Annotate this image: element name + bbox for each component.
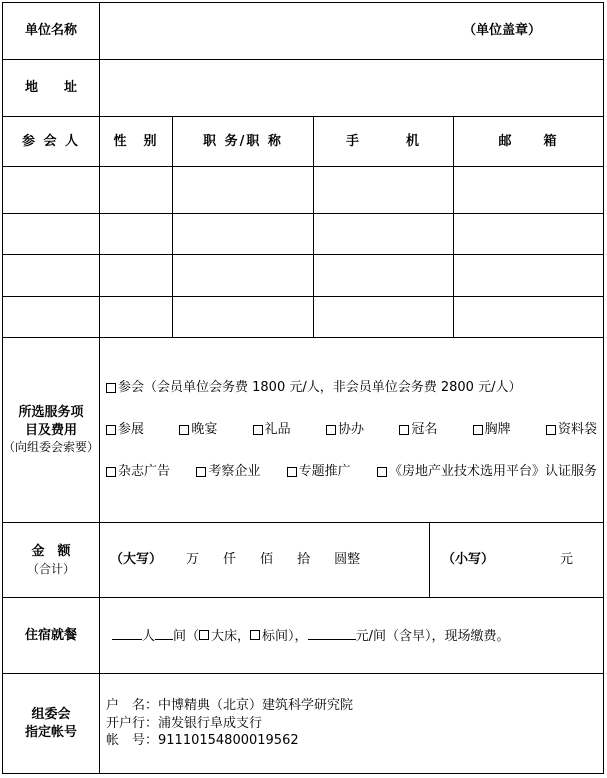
account-bank: 开户行：浦发银行阜成支行 [106, 715, 263, 731]
email-cell[interactable] [454, 297, 604, 338]
checkbox-icon[interactable] [326, 425, 336, 435]
phone-header: 手 机 [314, 117, 454, 167]
option-label: 冠名 [411, 422, 438, 438]
checkbox-icon[interactable] [106, 425, 116, 435]
gender-cell[interactable] [100, 167, 173, 214]
account-label-line2: 指定帐号 [24, 724, 77, 740]
option-label: 考察企业 [208, 464, 261, 480]
service-option-magazine-ad[interactable] [106, 463, 170, 481]
amount-label-sub: （合计） [26, 561, 75, 576]
attendee-cell[interactable] [3, 167, 100, 214]
gender-cell[interactable] [100, 255, 173, 297]
standard-room-checkbox-icon[interactable] [250, 630, 260, 640]
service-option-certification[interactable] [377, 463, 597, 481]
checkbox-icon[interactable] [196, 467, 206, 477]
lodging-label: 住宿就餐 [3, 598, 100, 674]
phone-cell[interactable] [314, 297, 454, 338]
email-cell[interactable] [454, 167, 604, 214]
option-label: 参展 [118, 422, 145, 438]
service-options-row2 [106, 451, 597, 493]
service-option-site-visit[interactable] [196, 463, 260, 481]
option-label: 礼品 [264, 422, 291, 438]
lodging-field [100, 598, 604, 674]
attendee-cell[interactable] [3, 297, 100, 338]
attendee-cell[interactable] [3, 255, 100, 297]
position-cell[interactable] [173, 255, 314, 297]
account-label-line1: 组委会 [31, 706, 71, 722]
option-label: 资料袋 [557, 422, 597, 438]
address-row [3, 60, 604, 117]
position-cell[interactable] [173, 167, 314, 214]
amount-label-text: 金 额 [31, 544, 71, 560]
amount-lower-label: （小写） [442, 552, 495, 568]
option-label: 《房地产业技术选用平台》认证服务 [388, 464, 597, 480]
attendee-row [3, 167, 604, 214]
services-label-line2: 目及费用 [24, 422, 77, 438]
attendee-row [3, 214, 604, 255]
services-label [3, 338, 100, 523]
checkbox-icon[interactable] [253, 425, 263, 435]
amount-label [3, 523, 100, 598]
service-option-banquet[interactable] [179, 421, 217, 439]
account-details [100, 674, 604, 774]
persons-blank[interactable] [112, 625, 142, 640]
position-cell[interactable] [173, 214, 314, 255]
services-label-note: （向组委会索要） [3, 440, 100, 455]
gender-cell[interactable] [100, 214, 173, 255]
checkbox-icon[interactable] [473, 425, 483, 435]
option-label: 协办 [337, 422, 364, 438]
address-label: 地 址 [3, 60, 100, 117]
persons-unit: 人 [142, 629, 156, 645]
service-options-row1 [106, 409, 597, 451]
checkbox-icon[interactable] [179, 425, 189, 435]
option-label: 专题推广 [298, 464, 351, 480]
account-row [3, 674, 604, 774]
checkbox-icon[interactable] [377, 467, 387, 477]
services-options [100, 338, 604, 523]
price-blank[interactable] [308, 625, 356, 640]
big-bed-label: 大床， [211, 629, 251, 645]
service-option-exhibit[interactable] [106, 421, 144, 439]
amount-row [3, 523, 604, 598]
attendee-cell[interactable] [3, 214, 100, 255]
checkbox-icon[interactable] [287, 467, 297, 477]
price-unit: 元/间（含早），现场缴费。 [355, 629, 510, 645]
position-cell[interactable] [173, 297, 314, 338]
fee-option-row [106, 367, 597, 409]
unit-shi: 拾 [297, 552, 311, 568]
unit-seal-note: （单位盖章） [462, 23, 541, 39]
unit-name-label: 单位名称 [3, 3, 100, 60]
email-cell[interactable] [454, 214, 604, 255]
service-option-gift[interactable] [253, 421, 291, 439]
fee-option[interactable] [106, 379, 521, 397]
amount-yuan: 元 [559, 552, 573, 568]
service-option-co-organize[interactable] [326, 421, 364, 439]
attendee-header: 参 会 人 [3, 117, 100, 167]
email-header: 邮 箱 [454, 117, 604, 167]
unit-yuan-zheng: 圆整 [334, 552, 361, 568]
unit-name-field[interactable] [100, 3, 604, 60]
email-cell[interactable] [454, 255, 604, 297]
checkbox-icon[interactable] [546, 425, 556, 435]
option-label: 晚宴 [191, 422, 218, 438]
attendee-header-row [3, 117, 604, 167]
unit-wan: 万 [186, 552, 200, 568]
position-header: 职 务/职 称 [173, 117, 314, 167]
services-row [3, 338, 604, 523]
checkbox-icon[interactable] [106, 467, 116, 477]
big-bed-checkbox-icon[interactable] [199, 630, 209, 640]
option-label: 胸牌 [484, 422, 511, 438]
phone-cell[interactable] [314, 214, 454, 255]
service-option-material-bag[interactable] [546, 421, 597, 439]
attendee-row [3, 297, 604, 338]
standard-room-label: 标间）， [262, 629, 308, 645]
services-label-line1: 所选服务项 [18, 405, 84, 421]
rooms-blank[interactable] [155, 625, 173, 640]
checkbox-icon[interactable] [399, 425, 409, 435]
amount-lower-field[interactable] [430, 523, 604, 598]
gender-cell[interactable] [100, 297, 173, 338]
service-option-title-sponsor[interactable] [399, 421, 437, 439]
gender-header: 性 别 [100, 117, 173, 167]
phone-cell[interactable] [314, 167, 454, 214]
phone-cell[interactable] [314, 255, 454, 297]
service-option-badge[interactable] [473, 421, 511, 439]
account-number: 帐 号：91110154800019562 [106, 733, 299, 749]
account-label [3, 674, 100, 774]
attendee-row [3, 255, 604, 297]
fee-option-label: 参会（会员单位会务费 1800 元/人，非会员单位会务费 2800 元/人） [118, 380, 522, 396]
registration-table [2, 2, 604, 774]
checkbox-icon[interactable] [106, 383, 116, 393]
service-option-promotion[interactable] [287, 463, 351, 481]
lodging-row [3, 598, 604, 674]
unit-bai: 佰 [260, 552, 274, 568]
amount-upper-field[interactable] [100, 523, 430, 598]
amount-upper-label: （大写） [110, 552, 163, 568]
rooms-unit: 间（ [173, 629, 200, 645]
account-holder: 户 名：中博精典（北京）建筑科学研究院 [106, 698, 354, 714]
address-field[interactable] [100, 60, 604, 117]
unit-row [3, 3, 604, 60]
option-label: 杂志广告 [118, 464, 171, 480]
unit-qian: 仟 [223, 552, 237, 568]
